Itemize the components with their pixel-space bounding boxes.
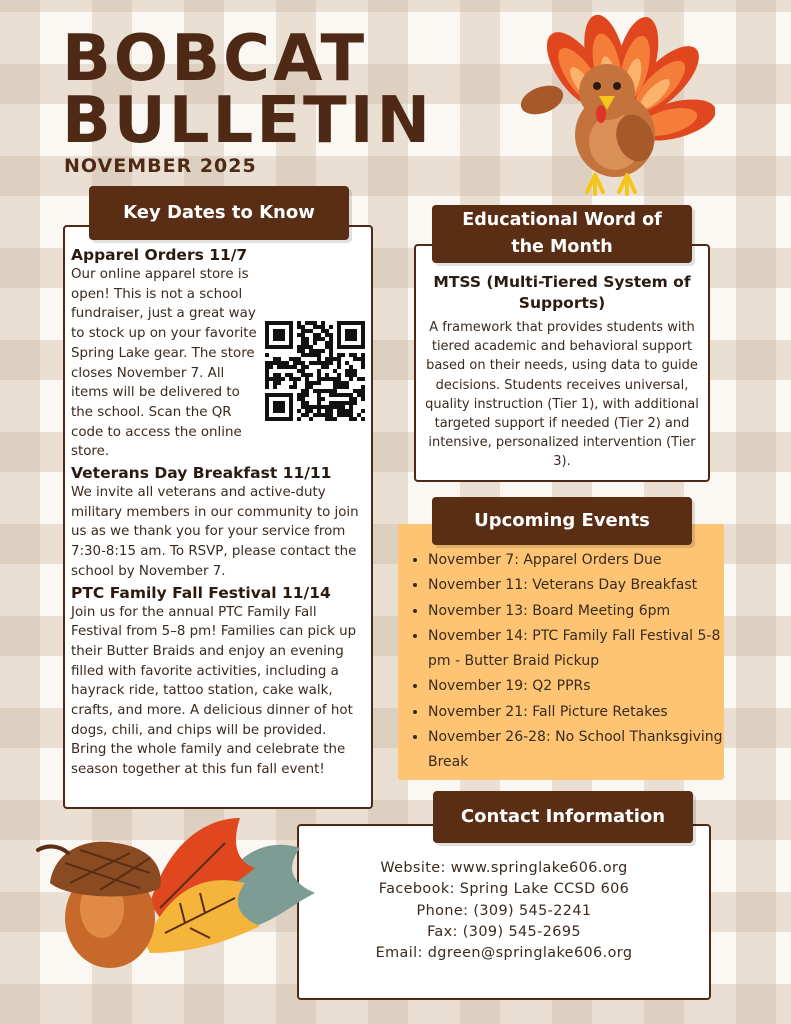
education-heading-line-2: the Month — [511, 237, 613, 257]
apparel-orders-text: Our online apparel store is open! This is not a school fundraiser, just a great way to stock up on your favorite Spring Lake gear. The store closes November 7. All items will be delivered to the school. Scan the QR code to access the online store. — [71, 267, 257, 460]
event-item: • November 21: Fall Picture Retakes — [428, 700, 724, 725]
autumn-leaves-illustration — [30, 808, 330, 978]
turkey-illustration — [515, 10, 715, 200]
event-item: • November 7: Apparel Orders Due — [428, 548, 724, 573]
event-item: • November 13: Board Meeting 6pm — [428, 599, 724, 624]
fall-festival-title: PTC Family Fall Festival 11/14 — [71, 583, 331, 602]
apparel-orders-title: Apparel Orders 11/7 — [71, 246, 248, 264]
veterans-breakfast-text: We invite all veterans and active-duty military members in our community to join us as we thank you for your service from 7:30-8:15 am. To RSVP, please contact the school by November 7. — [71, 485, 359, 579]
veterans-breakfast-title: Veterans Day Breakfast 11/11 — [71, 464, 332, 483]
issue-date: NOVEMBER 2025 — [64, 155, 257, 177]
newsletter-title — [62, 22, 434, 158]
events-banner: Upcoming Events — [432, 497, 692, 545]
qr-code[interactable] — [265, 317, 365, 425]
event-item: • November 11: Veterans Day Breakfast — [428, 573, 724, 598]
education-term: MTSS (Multi-Tiered System of Supports) — [433, 273, 691, 312]
contact-website[interactable]: Website: www.springlake606.org — [380, 860, 628, 876]
events-list — [406, 548, 724, 776]
key-dates-banner: Key Dates to Know — [89, 186, 349, 240]
title-line-2: BULLETIN — [62, 84, 434, 158]
contact-panel — [297, 824, 711, 1000]
education-heading-line-1: Educational Word of — [462, 210, 662, 230]
event-item: • November 26-28: No School Thanksgiving Break — [428, 725, 724, 776]
title-line-1: BOBCAT — [62, 22, 368, 96]
education-banner — [432, 205, 692, 263]
contact-fax: Fax: (309) 545-2695 — [427, 923, 581, 940]
event-item: • November 19: Q2 PPRs — [428, 674, 724, 699]
education-panel — [414, 244, 710, 482]
education-definition: A framework that provides students with tiered academic and behavioral support based on their needs, using data to guide decisions. Students receives universal, quality instruction (Tier 1), with additional targeted support if needed (Tier 2) and intensive, personalized intervention (Tier 3). — [425, 320, 699, 470]
events-panel — [398, 524, 724, 780]
key-dates-panel — [63, 225, 373, 809]
autumn-leaves — [145, 818, 315, 953]
contact-phone: Phone: (309) 545-2241 — [416, 902, 592, 919]
contact-banner: Contact Information — [433, 791, 693, 843]
acorn-icon — [38, 842, 161, 968]
fall-festival-text: Join us for the annual PTC Family Fall Festival from 5–8 pm! Families can pick up their Butter Braids and enjoy an evening filled with favorite activities, including a hayrack ride, tattoo station, cake walk, crafts, and more. A delicious dinner of hot dogs, chili, and chips will be provided. Bring the whole family and celebrate the season together at this fun fall event! — [71, 604, 357, 778]
contact-email[interactable]: Email: dgreen@springlake606.org — [375, 945, 633, 962]
event-item: • November 14: PTC Family Fall Festival 5-8 pm - Butter Braid Pickup — [428, 624, 724, 675]
contact-facebook[interactable]: Facebook: Spring Lake CCSD 606 — [378, 881, 630, 898]
